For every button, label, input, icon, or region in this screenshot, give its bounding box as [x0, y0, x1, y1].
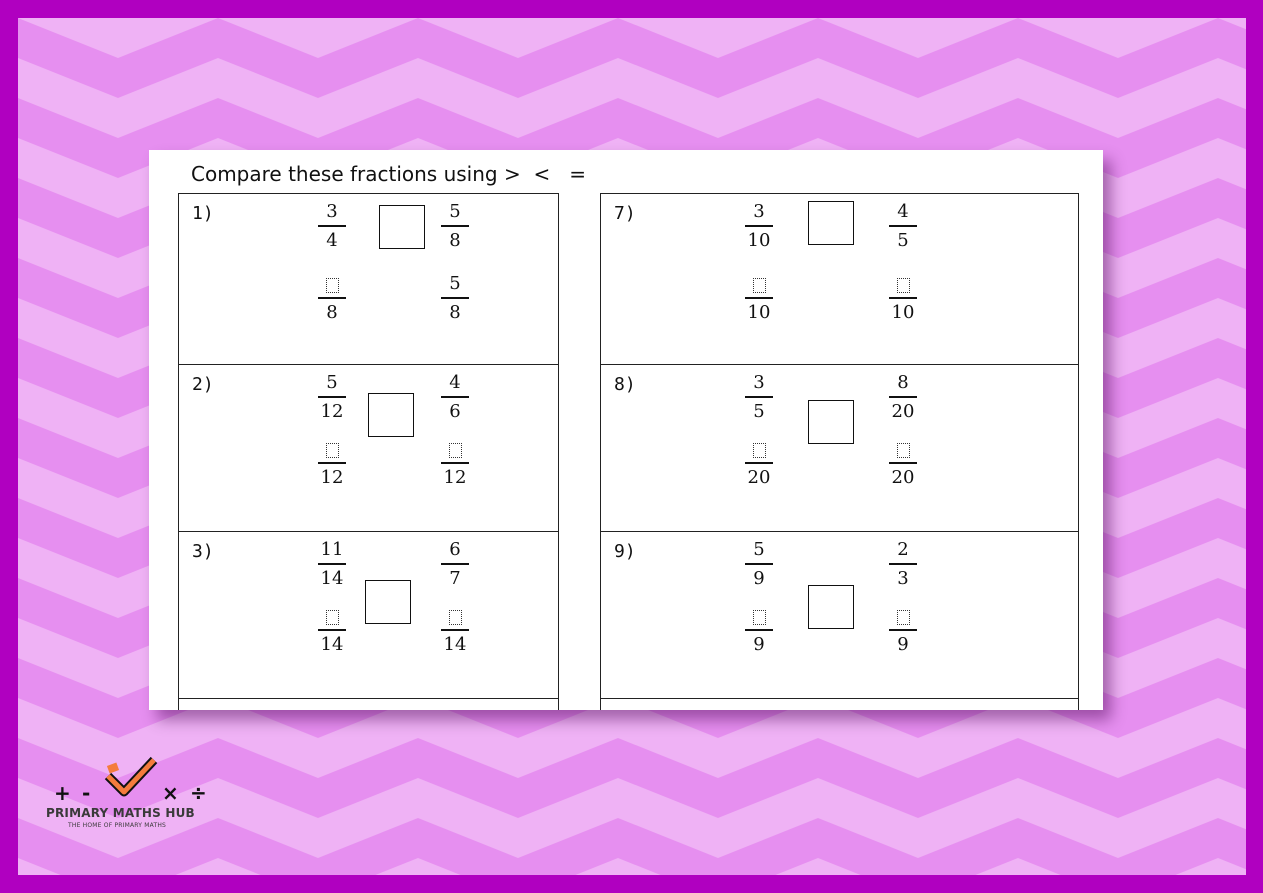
- fraction-bottom-left: [312, 273, 352, 324]
- fraction-bottom-right: [435, 605, 475, 656]
- denominator: 9: [897, 634, 909, 655]
- fraction-bottom-left: [739, 605, 779, 656]
- numerator: 5: [326, 372, 338, 393]
- numerator-placeholder-icon[interactable]: [326, 610, 339, 625]
- fraction-bar: [889, 225, 917, 227]
- multiply-icon: ×: [162, 781, 179, 805]
- numerator[interactable]: [739, 605, 779, 627]
- fraction-bottom-left: [739, 438, 779, 489]
- fraction-top-left: [312, 539, 352, 590]
- denominator: 6: [449, 401, 461, 422]
- fraction-bar: [318, 396, 346, 398]
- comparison-answer-box[interactable]: [808, 585, 854, 629]
- fraction-bar: [318, 629, 346, 631]
- numerator: 3: [326, 201, 338, 222]
- divide-icon: ÷: [190, 781, 207, 805]
- numerator[interactable]: [435, 605, 475, 627]
- denominator: 20: [747, 467, 771, 488]
- fraction-top-left: [312, 372, 352, 423]
- numerator: 5: [449, 201, 461, 222]
- denominator: 5: [753, 401, 765, 422]
- denominator: 4: [326, 230, 338, 251]
- numerator[interactable]: [883, 605, 923, 627]
- numerator-placeholder-icon[interactable]: [326, 443, 339, 458]
- denominator: 9: [753, 568, 765, 589]
- fraction-bottom-right: [435, 438, 475, 489]
- numerator: 4: [449, 372, 461, 393]
- question-number: 3): [192, 541, 214, 562]
- fraction-bottom-left: [739, 273, 779, 324]
- fraction-bar: [745, 629, 773, 631]
- denominator: 3: [897, 568, 909, 589]
- fraction-bar: [441, 225, 469, 227]
- question-number: 8): [614, 374, 636, 395]
- question-cell: [178, 193, 559, 365]
- fraction-top-right: [435, 201, 475, 252]
- numerator-placeholder-icon[interactable]: [897, 443, 910, 458]
- question-cell-partial: [600, 698, 1079, 710]
- fraction-top-right: [435, 372, 475, 423]
- numerator[interactable]: [739, 273, 779, 295]
- plus-icon: +: [54, 781, 71, 805]
- fraction-bottom-right: [883, 273, 923, 324]
- fraction-bottom-right: [883, 438, 923, 489]
- fraction-bottom-left: [312, 605, 352, 656]
- numerator-placeholder-icon[interactable]: [753, 443, 766, 458]
- fraction-bar: [745, 396, 773, 398]
- fraction-bottom-left: [312, 438, 352, 489]
- fraction-bar: [745, 297, 773, 299]
- comparison-answer-box[interactable]: [808, 201, 854, 245]
- comparison-answer-box[interactable]: [368, 393, 414, 437]
- numerator[interactable]: [312, 273, 352, 295]
- fraction-bar: [441, 563, 469, 565]
- numerator[interactable]: [312, 438, 352, 460]
- numerator: 2: [897, 539, 909, 560]
- denominator: 10: [747, 230, 771, 251]
- numerator-placeholder-icon[interactable]: [897, 610, 910, 625]
- denominator: 8: [449, 302, 461, 323]
- denominator: 9: [753, 634, 765, 655]
- minus-icon: -: [82, 781, 91, 805]
- fraction-top-left: [739, 201, 779, 252]
- numerator[interactable]: [883, 438, 923, 460]
- denominator: 5: [897, 230, 909, 251]
- question-number: 2): [192, 374, 214, 395]
- numerator: 4: [897, 201, 909, 222]
- question-number: 9): [614, 541, 636, 562]
- fraction-bar: [318, 297, 346, 299]
- fraction-bar: [441, 396, 469, 398]
- denominator: 10: [747, 302, 771, 323]
- fraction-top-left: [739, 372, 779, 423]
- question-cell: [178, 364, 559, 532]
- question-number: 1): [192, 203, 214, 224]
- fraction-bar: [441, 297, 469, 299]
- fraction-bar: [441, 629, 469, 631]
- fraction-bar: [441, 462, 469, 464]
- numerator: 11: [320, 539, 344, 560]
- numerator[interactable]: [312, 605, 352, 627]
- fraction-bar: [889, 297, 917, 299]
- fraction-bar: [889, 563, 917, 565]
- numerator: 6: [449, 539, 461, 560]
- logo-name: PRIMARY MATHS HUB: [46, 806, 195, 820]
- numerator: 8: [897, 372, 909, 393]
- fraction-top-left: [312, 201, 352, 252]
- numerator-placeholder-icon[interactable]: [449, 610, 462, 625]
- denominator: 7: [449, 568, 461, 589]
- comparison-answer-box[interactable]: [365, 580, 411, 624]
- fraction-top-right: [883, 201, 923, 252]
- question-number: 7): [614, 203, 636, 224]
- comparison-answer-box[interactable]: [379, 205, 425, 249]
- fraction-bottom-right: [435, 273, 475, 324]
- numerator[interactable]: [435, 438, 475, 460]
- denominator: 14: [443, 634, 467, 655]
- numerator: 3: [753, 372, 765, 393]
- comparison-answer-box[interactable]: [808, 400, 854, 444]
- numerator-placeholder-icon[interactable]: [753, 610, 766, 625]
- logo-tagline: THE HOME OF PRIMARY MATHS: [68, 822, 167, 829]
- fraction-bar: [318, 462, 346, 464]
- denominator: 20: [891, 467, 915, 488]
- numerator-placeholder-icon[interactable]: [897, 278, 910, 293]
- logo: [42, 752, 242, 832]
- numerator-placeholder-icon[interactable]: [326, 278, 339, 293]
- fraction-bar: [745, 563, 773, 565]
- fraction-top-left: [739, 539, 779, 590]
- denominator: 12: [320, 401, 344, 422]
- fraction-top-right: [883, 372, 923, 423]
- worksheet: [149, 150, 1103, 710]
- numerator: 5: [449, 273, 461, 294]
- fraction-bar: [745, 225, 773, 227]
- denominator: 8: [449, 230, 461, 251]
- fraction-bar: [889, 396, 917, 398]
- numerator[interactable]: [739, 438, 779, 460]
- denominator: 20: [891, 401, 915, 422]
- numerator-placeholder-icon[interactable]: [449, 443, 462, 458]
- numerator-placeholder-icon[interactable]: [753, 278, 766, 293]
- denominator: 10: [891, 302, 915, 323]
- fraction-bar: [318, 563, 346, 565]
- denominator: 12: [320, 467, 344, 488]
- numerator[interactable]: [883, 273, 923, 295]
- fraction-bar: [889, 462, 917, 464]
- worksheet-title: Compare these fractions using > < =: [191, 162, 587, 186]
- checkmark-icon: [107, 760, 154, 792]
- numerator: 3: [753, 201, 765, 222]
- fraction-bar: [745, 462, 773, 464]
- denominator: 8: [326, 302, 338, 323]
- fraction-bottom-right: [883, 605, 923, 656]
- question-cell: [600, 364, 1079, 532]
- fraction-top-right: [435, 539, 475, 590]
- numerator: 5: [753, 539, 765, 560]
- denominator: 14: [320, 634, 344, 655]
- fraction-top-right: [883, 539, 923, 590]
- question-cell-partial: [178, 698, 559, 710]
- denominator: 12: [443, 467, 467, 488]
- denominator: 14: [320, 568, 344, 589]
- fraction-bar: [889, 629, 917, 631]
- fraction-bar: [318, 225, 346, 227]
